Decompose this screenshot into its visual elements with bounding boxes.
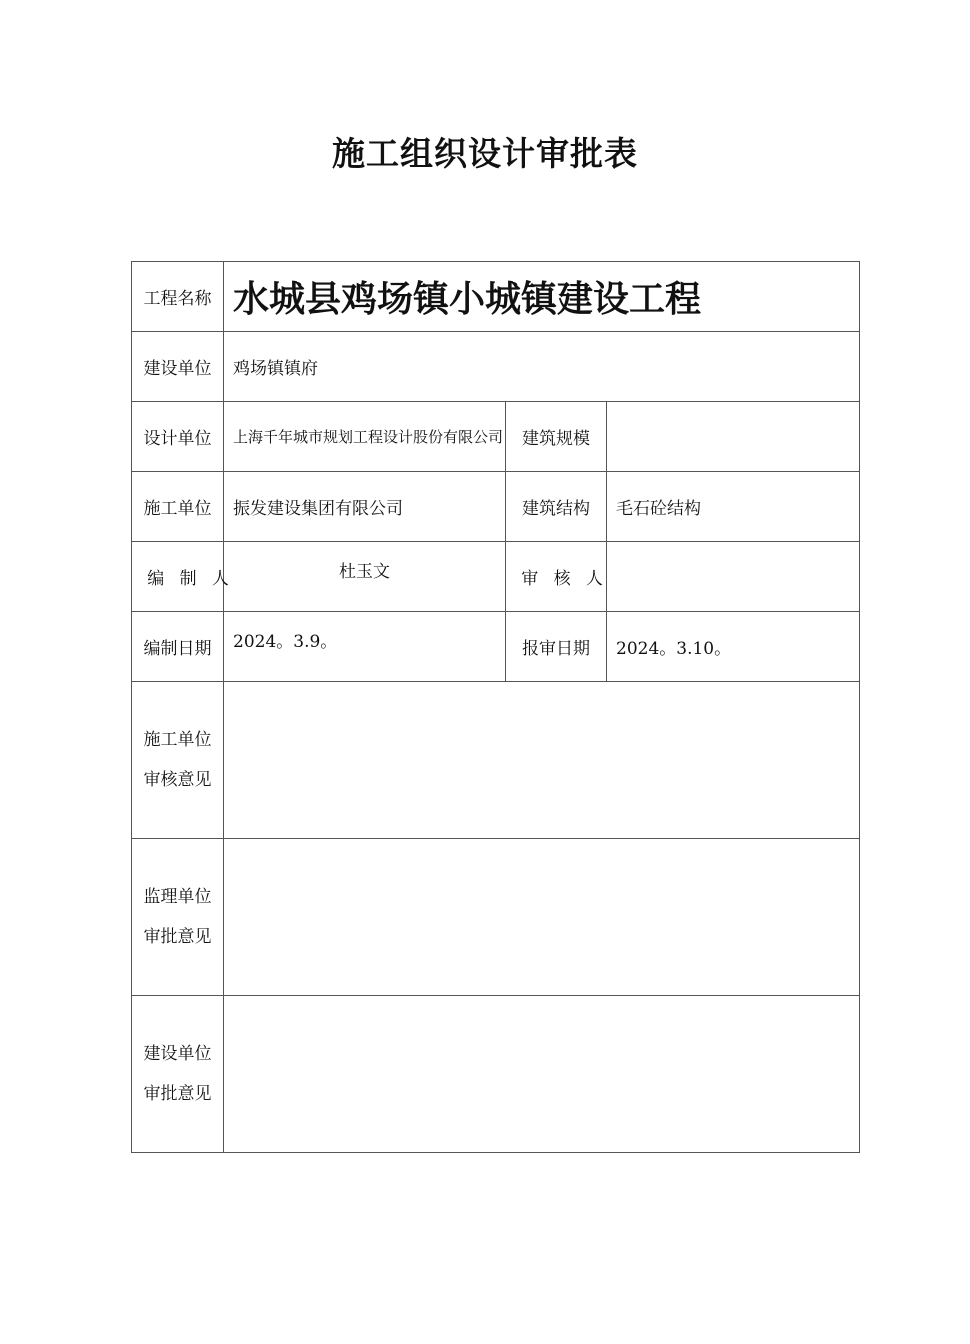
row-compiler	[132, 542, 860, 612]
contractor-opinion-label-line1: 施工单位	[143, 730, 212, 750]
designer-label: 设计单位	[132, 402, 224, 472]
reviewer-label: 审核人	[506, 542, 607, 612]
row-dates	[132, 612, 860, 682]
supervisor-opinion-field[interactable]	[224, 839, 860, 996]
owner-opinion-label-line1: 建设单位	[143, 1044, 212, 1064]
contractor-opinion-field[interactable]	[224, 682, 860, 839]
submit-date-label: 报审日期	[506, 612, 607, 682]
row-designer	[132, 402, 860, 472]
page-title: 施工组织设计审批表	[332, 134, 638, 173]
row-contractor	[132, 472, 860, 542]
project-name-value: 水城县鸡场镇小城镇建设工程	[224, 262, 860, 332]
approval-form-table	[131, 261, 860, 1153]
submit-date-value: 2024。3.10。	[607, 612, 860, 682]
contractor-value: 振发建设集团有限公司	[224, 472, 506, 542]
contractor-label: 施工单位	[132, 472, 224, 542]
structure-value: 毛石砼结构	[607, 472, 860, 542]
project-name-label: 工程名称	[132, 262, 224, 332]
row-contractor-opinion	[132, 682, 860, 839]
row-owner-opinion	[132, 996, 860, 1153]
designer-value: 上海千年城市规划工程设计股份有限公司	[224, 402, 506, 472]
scale-label: 建筑规模	[506, 402, 607, 472]
compile-date-label: 编制日期	[132, 612, 224, 682]
compiler-value: 杜玉文	[224, 542, 506, 612]
compiler-label: 编制人	[132, 542, 224, 612]
contractor-opinion-label-line2: 审核意见	[143, 770, 212, 790]
owner-opinion-field[interactable]	[224, 996, 860, 1153]
supervisor-opinion-label	[132, 839, 224, 996]
structure-label: 建筑结构	[506, 472, 607, 542]
row-project-name	[132, 262, 860, 332]
row-owner	[132, 332, 860, 402]
owner-label: 建设单位	[132, 332, 224, 402]
owner-opinion-label-line2: 审批意见	[143, 1084, 212, 1104]
scale-value	[607, 402, 860, 472]
contractor-opinion-label	[132, 682, 224, 839]
row-supervisor-opinion	[132, 839, 860, 996]
supervisor-opinion-label-line1: 监理单位	[143, 887, 212, 907]
owner-value: 鸡场镇镇府	[224, 332, 860, 402]
reviewer-value	[607, 542, 860, 612]
supervisor-opinion-label-line2: 审批意见	[143, 927, 212, 947]
compile-date-value: 2024。3.9。	[224, 612, 506, 682]
owner-opinion-label	[132, 996, 224, 1153]
